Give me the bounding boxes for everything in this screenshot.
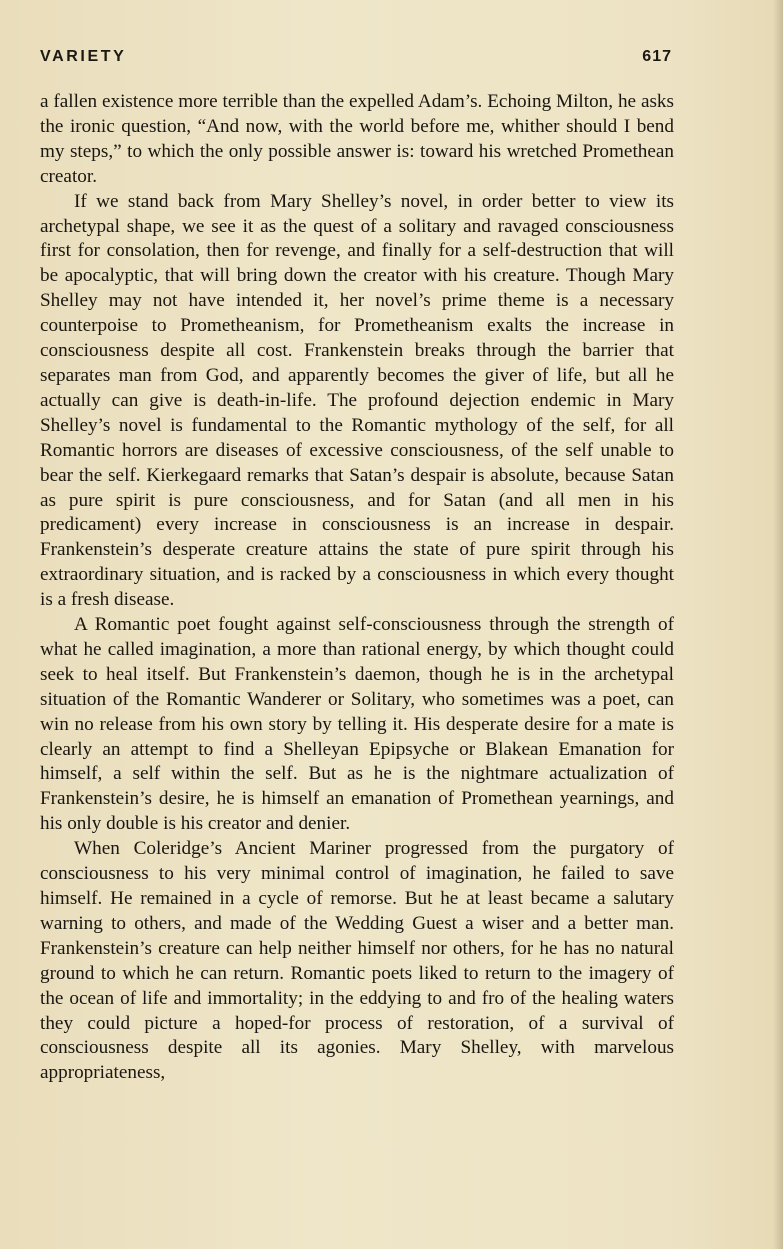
page-edge-shadow: [773, 0, 783, 1249]
section-title: VARIETY: [40, 48, 127, 65]
body-text: [40, 90, 674, 1086]
page-number: 617: [642, 48, 672, 65]
paragraph: When Coleridge’s Ancient Mariner progressed from the purgatory of consciousness to his very minimal control of imagination, he failed to save himself. He remained in a cycle of remorse. But he at least became a salutary warning to others, and made of the Wedding Guest a wiser and a better man. Frankenstein’s creature can help neither himself nor others, for he has no natural ground to which he can return. Romantic poets liked to return to the imagery of the ocean of life and immortality; in the eddying to and fro of the healing waters they could picture a hoped-for process of restoration, of a survival of consciousness despite all its agonies. Mary Shelley, with marvelous appropriateness,: [40, 838, 674, 1084]
paragraph: A Romantic poet fought against self-consciousness through the strength of what he called imagination, a more than rational energy, by which thought could seek to heal itself. But Frankenstein’s daemon, though he is in the archetypal situation of the Romantic Wanderer or Solitary, who sometimes was a poet, can win no release from his own story by telling it. His desperate desire for a mate is clearly an attempt to find a Shelleyan Epipsyche or Blakean Emanation for himself, a self within the self. But as he is the nightmare actualization of Frankenstein’s desire, he is himself an emanation of Promethean yearnings, and his only double is his creator and denier.: [40, 614, 674, 835]
running-head: [40, 44, 672, 74]
paragraph-continued: a fallen existence more terrible than the expelled Adam’s. Echoing Milton, he asks the ironic question, “And now, with the world before me, whither should I bend my steps,” to which the only possible answer is: toward his wretched Promethean creator.: [40, 91, 674, 187]
paragraph: If we stand back from Mary Shelley’s novel, in order better to view its archetypal shape, we see it as the quest of a solitary and ravaged consciousness first for consolation, then for revenge, and finally for a self-destruction that will be apocalyptic, that will bring down the creator with his creature. Though Mary Shelley may not have intended it, her novel’s prime theme is a necessary counterpoise to Prometheanism, for Prometheanism exalts the increase in consciousness despite all cost. Frankenstein breaks through the barrier that separates man from God, and apparently becomes the giver of life, but all he actually can give is death-in-life. The profound dejection endemic in Mary Shelley’s novel is fundamental to the Romantic mythology of the self, for all Romantic horrors are diseases of excessive consciousness, of the self unable to bear the self. Kierkegaard remarks that Satan’s despair is absolute, because Satan as pure spirit is pure consciousness, and for Satan (and all men in his predicament) every increase in consciousness is an increase in despair. Frankenstein’s desperate creature attains the state of pure spirit through his extraordinary situation, and is racked by a consciousness in which every thought is a fresh disease.: [40, 190, 674, 611]
